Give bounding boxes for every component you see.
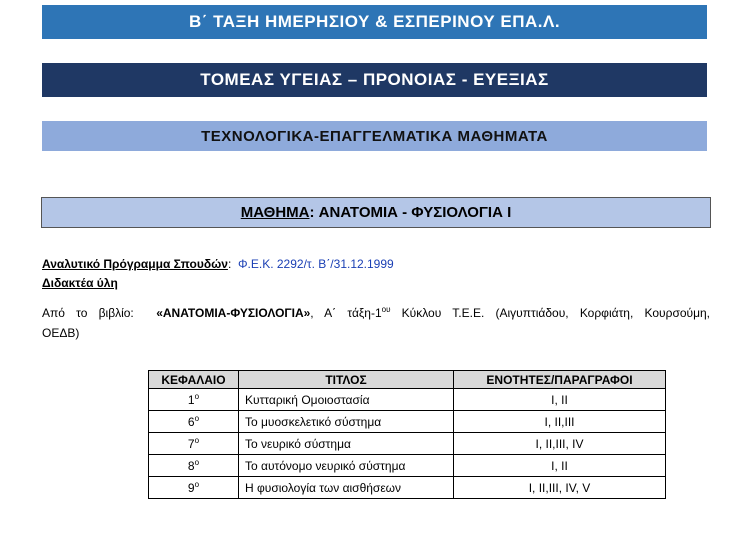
sector-banner — [42, 63, 707, 97]
chapter-title: Η φυσιολογία των αισθήσεων — [239, 477, 454, 499]
school-banner-text: Β΄ ΤΑΞΗ ΗΜΕΡΗΣΙΟΥ & ΕΣΠΕΡΙΝΟΥ ΕΠΑ.Λ. — [188, 12, 561, 31]
chapter-number: $9^o$ — [149, 477, 239, 499]
curriculum-label: Αναλυτικό Πρόγραμμα Σπουδών — [42, 257, 228, 271]
book-title: «ΑΝΑΤΟΜΙΑ-ΦΥΣΙΟΛΟΓΙΑ» — [156, 306, 311, 320]
chapter-sections: Ι, ΙΙ — [454, 389, 666, 411]
chapter-title: Το μυοσκελετικό σύστημα — [239, 411, 454, 433]
school-banner — [42, 5, 707, 39]
material-heading: Διδακτέα ύλη — [42, 276, 118, 290]
book-mid: , Α΄ τάξη-1 — [310, 306, 382, 320]
table-row — [149, 455, 666, 477]
subject-name: ΑΝΑΤΟΜΙΑ - ΦΥΣΙΟΛΟΓΙΑ Ι — [318, 204, 512, 221]
chapter-sections: Ι, ΙΙ — [454, 455, 666, 477]
table-row — [149, 477, 666, 499]
table-row — [149, 411, 666, 433]
curriculum-value[interactable]: Φ.Ε.Κ. 2292/τ. Β΄/31.12.1999 — [237, 257, 394, 271]
book-sup: ου — [381, 305, 391, 314]
header-chapter: ΚΕΦΑΛΑΙΟ — [149, 371, 239, 389]
book-suffix: Κύκλου Τ.Ε.Ε. (Αιγυπτιάδου, Κορφιάτη, Κουρσούμη, — [390, 306, 711, 320]
subject-label: ΜΑΘΗΜΑ — [240, 204, 310, 221]
curriculum-line — [42, 255, 394, 273]
table-header-row — [149, 371, 666, 389]
chapter-title: Το νευρικό σύστημα — [239, 433, 454, 455]
subject-box — [41, 197, 711, 228]
chapter-number: $1^o$ — [149, 389, 239, 411]
category-banner — [42, 121, 707, 151]
sector-banner-text: ΤΟΜΕΑΣ ΥΓΕΙΑΣ – ΠΡΟΝΟΙΑΣ - ΕΥΕΞΙΑΣ — [200, 70, 549, 89]
header-title: ΤΙΤΛΟΣ — [239, 371, 454, 389]
subject-separator: : — [309, 204, 315, 221]
book-prefix: Από το βιβλίο: — [42, 306, 134, 320]
chapter-number: $7^o$ — [149, 433, 239, 455]
header-sections: ΕΝΟΤΗΤΕΣ/ΠΑΡΑΓΡΑΦΟΙ — [454, 371, 666, 389]
chapter-title: Κυτταρική Ομοιοστασία — [239, 389, 454, 411]
chapters-table — [148, 370, 666, 499]
chapter-title: Το αυτόνομο νευρικό σύστημα — [239, 455, 454, 477]
table-row — [149, 389, 666, 411]
chapter-sections: Ι, ΙΙ,ΙΙΙ — [454, 411, 666, 433]
category-banner-text: ΤΕΧΝΟΛΟΓΙΚΑ-ΕΠΑΓΓΕΛΜΑΤΙΚΑ ΜΑΘΗΜΑΤΑ — [201, 127, 548, 145]
chapter-sections: Ι, ΙΙ,ΙΙΙ, IV — [454, 433, 666, 455]
chapter-number: $8^o$ — [149, 455, 239, 477]
chapter-sections: Ι, ΙΙ,ΙΙΙ, IV, V — [454, 477, 666, 499]
book-line — [42, 301, 710, 322]
table-row — [149, 433, 666, 455]
chapter-number: $6^o$ — [149, 411, 239, 433]
curriculum-separator: : — [227, 257, 232, 271]
book-line-2: ΟΕΔΒ) — [42, 326, 80, 340]
